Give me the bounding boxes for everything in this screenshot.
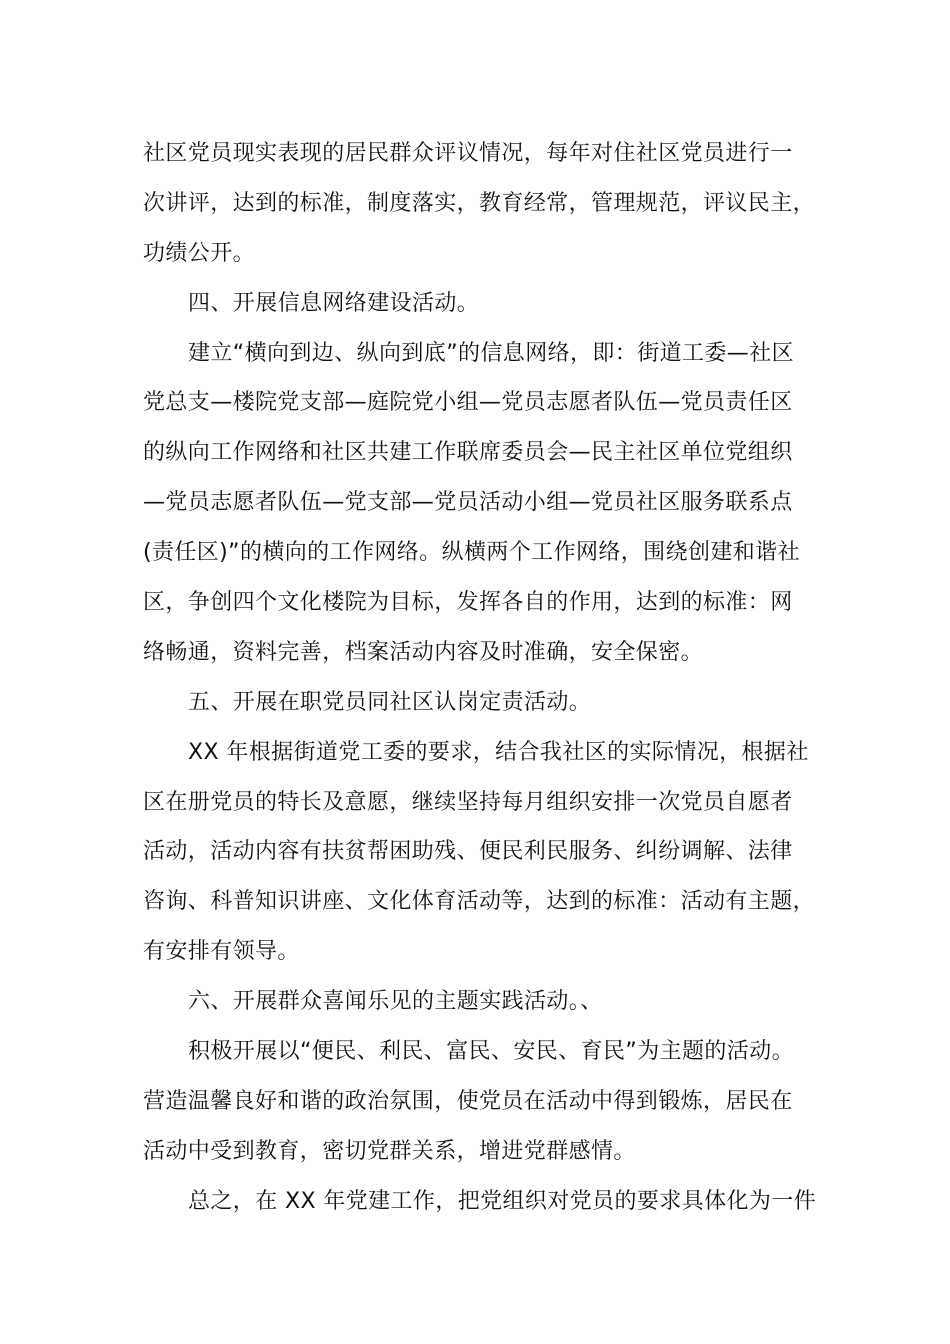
text-line: 的纵向工作网络和社区共建工作联席委员会—民主社区单位党组织 <box>143 440 793 466</box>
section-heading-5: 五、开展在职党员同社区认岗定责活动。 <box>188 689 592 715</box>
text-line: 活动中受到教育，密切党群关系，增进党群感情。 <box>143 1138 636 1164</box>
text-line: (责任区)”的横向的工作网络。纵横两个工作网络，围绕创建和谐社 <box>143 540 800 566</box>
paragraph-start: 建立“横向到边、纵向到底”的信息网络，即：街道工委—社区 <box>188 340 794 366</box>
text-line: 次讲评，达到的标准，制度落实，教育经常，管理规范，评议民主， <box>143 190 816 216</box>
paragraph-start: XX 年根据街道党工委的要求，结合我社区的实际情况，根据社 <box>188 739 809 765</box>
text-line: 营造温馨良好和谐的政治氛围，使党员在活动中得到锻炼，居民在 <box>143 1088 793 1114</box>
text-line: 党总支—楼院党支部—庭院党小组—党员志愿者队伍—党员责任区 <box>143 390 793 416</box>
text-line: 社区党员现实表现的居民群众评议情况，每年对住社区党员进行一 <box>143 141 793 166</box>
text-line: 络畅通，资料完善，档案活动内容及时准确，安全保密。 <box>143 639 704 665</box>
document-body <box>143 129 833 1227</box>
text-line: 区在册党员的特长及意愿，继续坚持每月组织安排一次党员自愿者 <box>143 789 793 815</box>
text-line: 有安排有领导。 <box>143 939 300 965</box>
text-line: 活动，活动内容有扶贫帮困助残、便民利民服务、纠纷调解、法律 <box>143 839 793 865</box>
text-line: —党员志愿者队伍—党支部—党员活动小组—党员社区服务联系点 <box>143 490 793 516</box>
section-heading-6: 六、开展群众喜闻乐见的主题实践活动。、 <box>188 989 603 1015</box>
text-line: 功绩公开。 <box>143 240 256 266</box>
text-line: 咨询、科普知识讲座、文化体育活动等，达到的标准：活动有主题， <box>143 889 816 915</box>
section-heading-4: 四、开展信息网络建设活动。 <box>188 290 480 316</box>
paragraph-start: 积极开展以“便民、利民、富民、安民、育民”为主题的活动。 <box>188 1039 794 1065</box>
paragraph-start: 总之，在 XX 年党建工作，把党组织对党员的要求具体化为一件 <box>188 1188 817 1214</box>
text-line: 区，争创四个文化楼院为目标，发挥各自的作用，达到的标准：网 <box>143 590 793 616</box>
